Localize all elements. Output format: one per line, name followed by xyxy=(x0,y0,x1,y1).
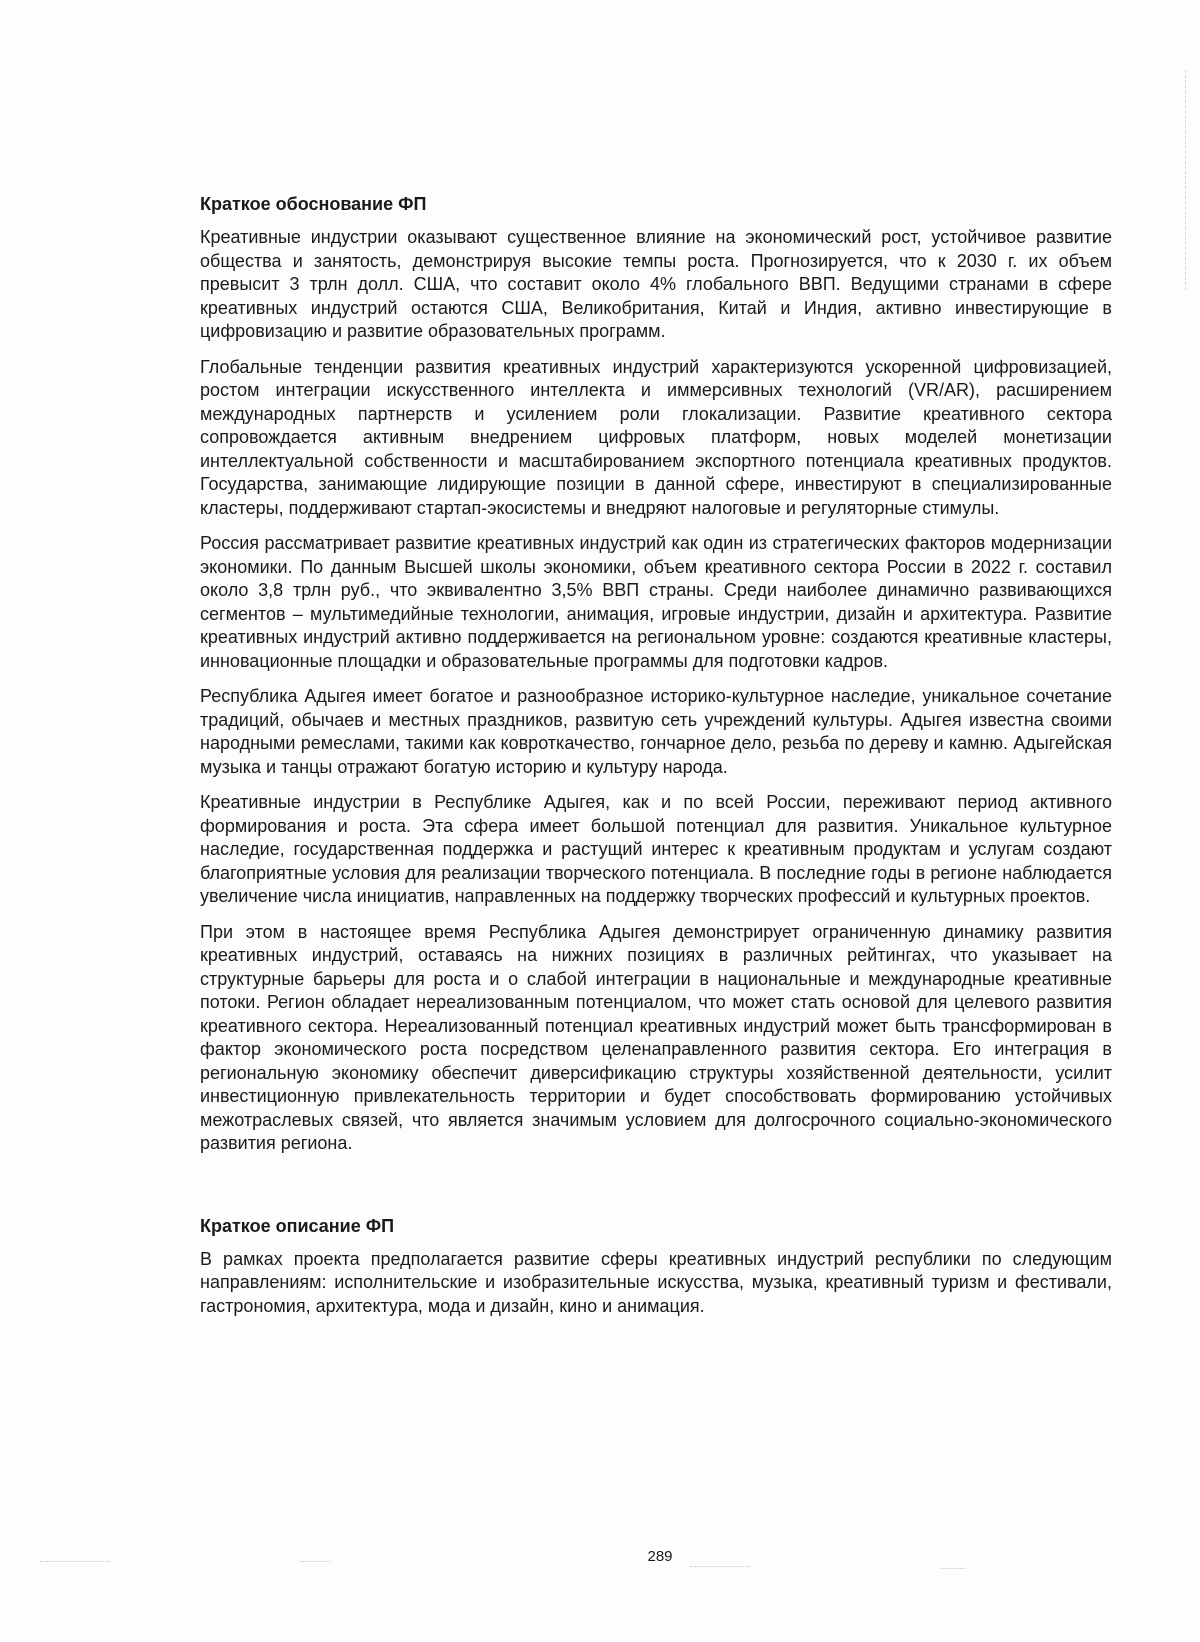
scan-edge-artifact xyxy=(1184,70,1186,290)
scan-dots-artifact xyxy=(690,1566,750,1568)
section-heading-description: Краткое описание ФП xyxy=(200,1215,395,1236)
paragraph: Глобальные тенденции развития креативных индустрий характеризуются ускоренной цифровизацией, ростом интеграции искусственного интеллекта и иммерсивных технологий (VR/AR), расширением международных партнерств и усилением роли глокализации. Развитие креативного сектора сопровождается активным внедрением цифровых платформ, новых моделей монетизации интеллектуальной собственности и масштабированием экспортного потенциала креативных продуктов. Государства, занимающие лидирующие позиции в данной сфере, инвестируют в специализированные кластеры, поддерживают стартап-экосистемы и внедряют налоговые и регуляторные стимулы. xyxy=(200,356,1112,518)
paragraph: Республика Адыгея имеет богатое и разнообразное историко-культурное наследие, уникальное сочетание традиций, обычаев и местных праздников, развитую сеть учреждений культуры. Адыгея известна своими народными ремеслами, такими как ковроткачество, гончарное дело, резьба по дереву и камню. Адыгейская музыка и танцы отражают богатую историю и культуру народа. xyxy=(200,686,1112,777)
section-gap xyxy=(200,1168,1112,1214)
paragraph: В рамках проекта предполагается развитие сферы креативных индустрий республики по следующим направлениям: исполнительские и изобразительные искусства, музыка, креативный туризм и фестивали, гастрономия, архитектура, мода и дизайн, кино и анимация. xyxy=(200,1248,1112,1316)
paragraph: Россия рассматривает развитие креативных индустрий как один из стратегических факторов модернизации экономики. По данным Высшей школы экономики, объем креативного сектора России в 2022 г. составил около 3,8 трлн руб., что эквивалентно 3,5% ВВП страны. Среди наиболее динамично развивающихся сегментов – мультимедийные технологии, анимация, игровые индустрии, дизайн и архитектура. Развитие креативных индустрий активно поддерживается на региональном уровне: создаются креативные кластеры, инновационные площадки и образовательные программы для подготовки кадров. xyxy=(200,533,1112,671)
scan-dots-artifact xyxy=(940,1568,965,1570)
scan-dots-artifact xyxy=(40,1561,110,1563)
section-heading-justification: Краткое обоснование ФП xyxy=(200,194,427,214)
section-description xyxy=(200,1214,1112,1319)
paragraph: При этом в настоящее время Республика Адыгея демонстрирует ограниченную динамику развития креативных индустрий, оставаясь на нижних позициях в различных рейтингах, что указывает на структурные барьеры для роста и о слабой интеграции в национальные и международные креативные потоки. Регион обладает нереализованным потенциалом, что может стать основой для целевого развития креативного сектора. Нереализованный потенциал креативных индустрий может быть трансформирован в фактор экономического роста посредством целенаправленного развития сектора. Его интеграция в региональную экономику обеспечит диверсификацию структуры хозяйственной деятельности, усилит инвестиционную привлекательность территории и будет способствовать формированию устойчивых межотраслевых связей, что является значимым условием для долгосрочного социально-экономического развития региона. xyxy=(200,921,1112,1153)
scan-dots-artifact xyxy=(300,1561,330,1563)
document-body xyxy=(200,192,1112,1330)
paragraph: Креативные индустрии оказывают существенное влияние на экономический рост, устойчивое развитие общества и занятость, демонстрируя высокие темпы роста. Прогнозируется, что к 2030 г. их объем превысит 3 трлн долл. США, что составит около 4% глобального ВВП. Ведущими странами в сфере креативных индустрий остаются США, Великобритания, Китай и Индия, активно инвестирующие в цифровизацию и развитие образовательных программ. xyxy=(200,227,1112,341)
section-justification xyxy=(200,192,1112,1156)
paragraph: Креативные индустрии в Республике Адыгея, как и по всей России, переживают период активного формирования и роста. Эта сфера имеет большой потенциал для развития. Уникальное культурное наследие, государственная поддержка и растущий интерес к креативным продуктам и услугам создают благоприятные условия для реализации творческого потенциала. В последние годы в регионе наблюдается увеличение числа инициатив, направленных на поддержку творческих профессий и культурных проектов. xyxy=(200,792,1112,906)
page-number: 289 xyxy=(647,1548,673,1565)
